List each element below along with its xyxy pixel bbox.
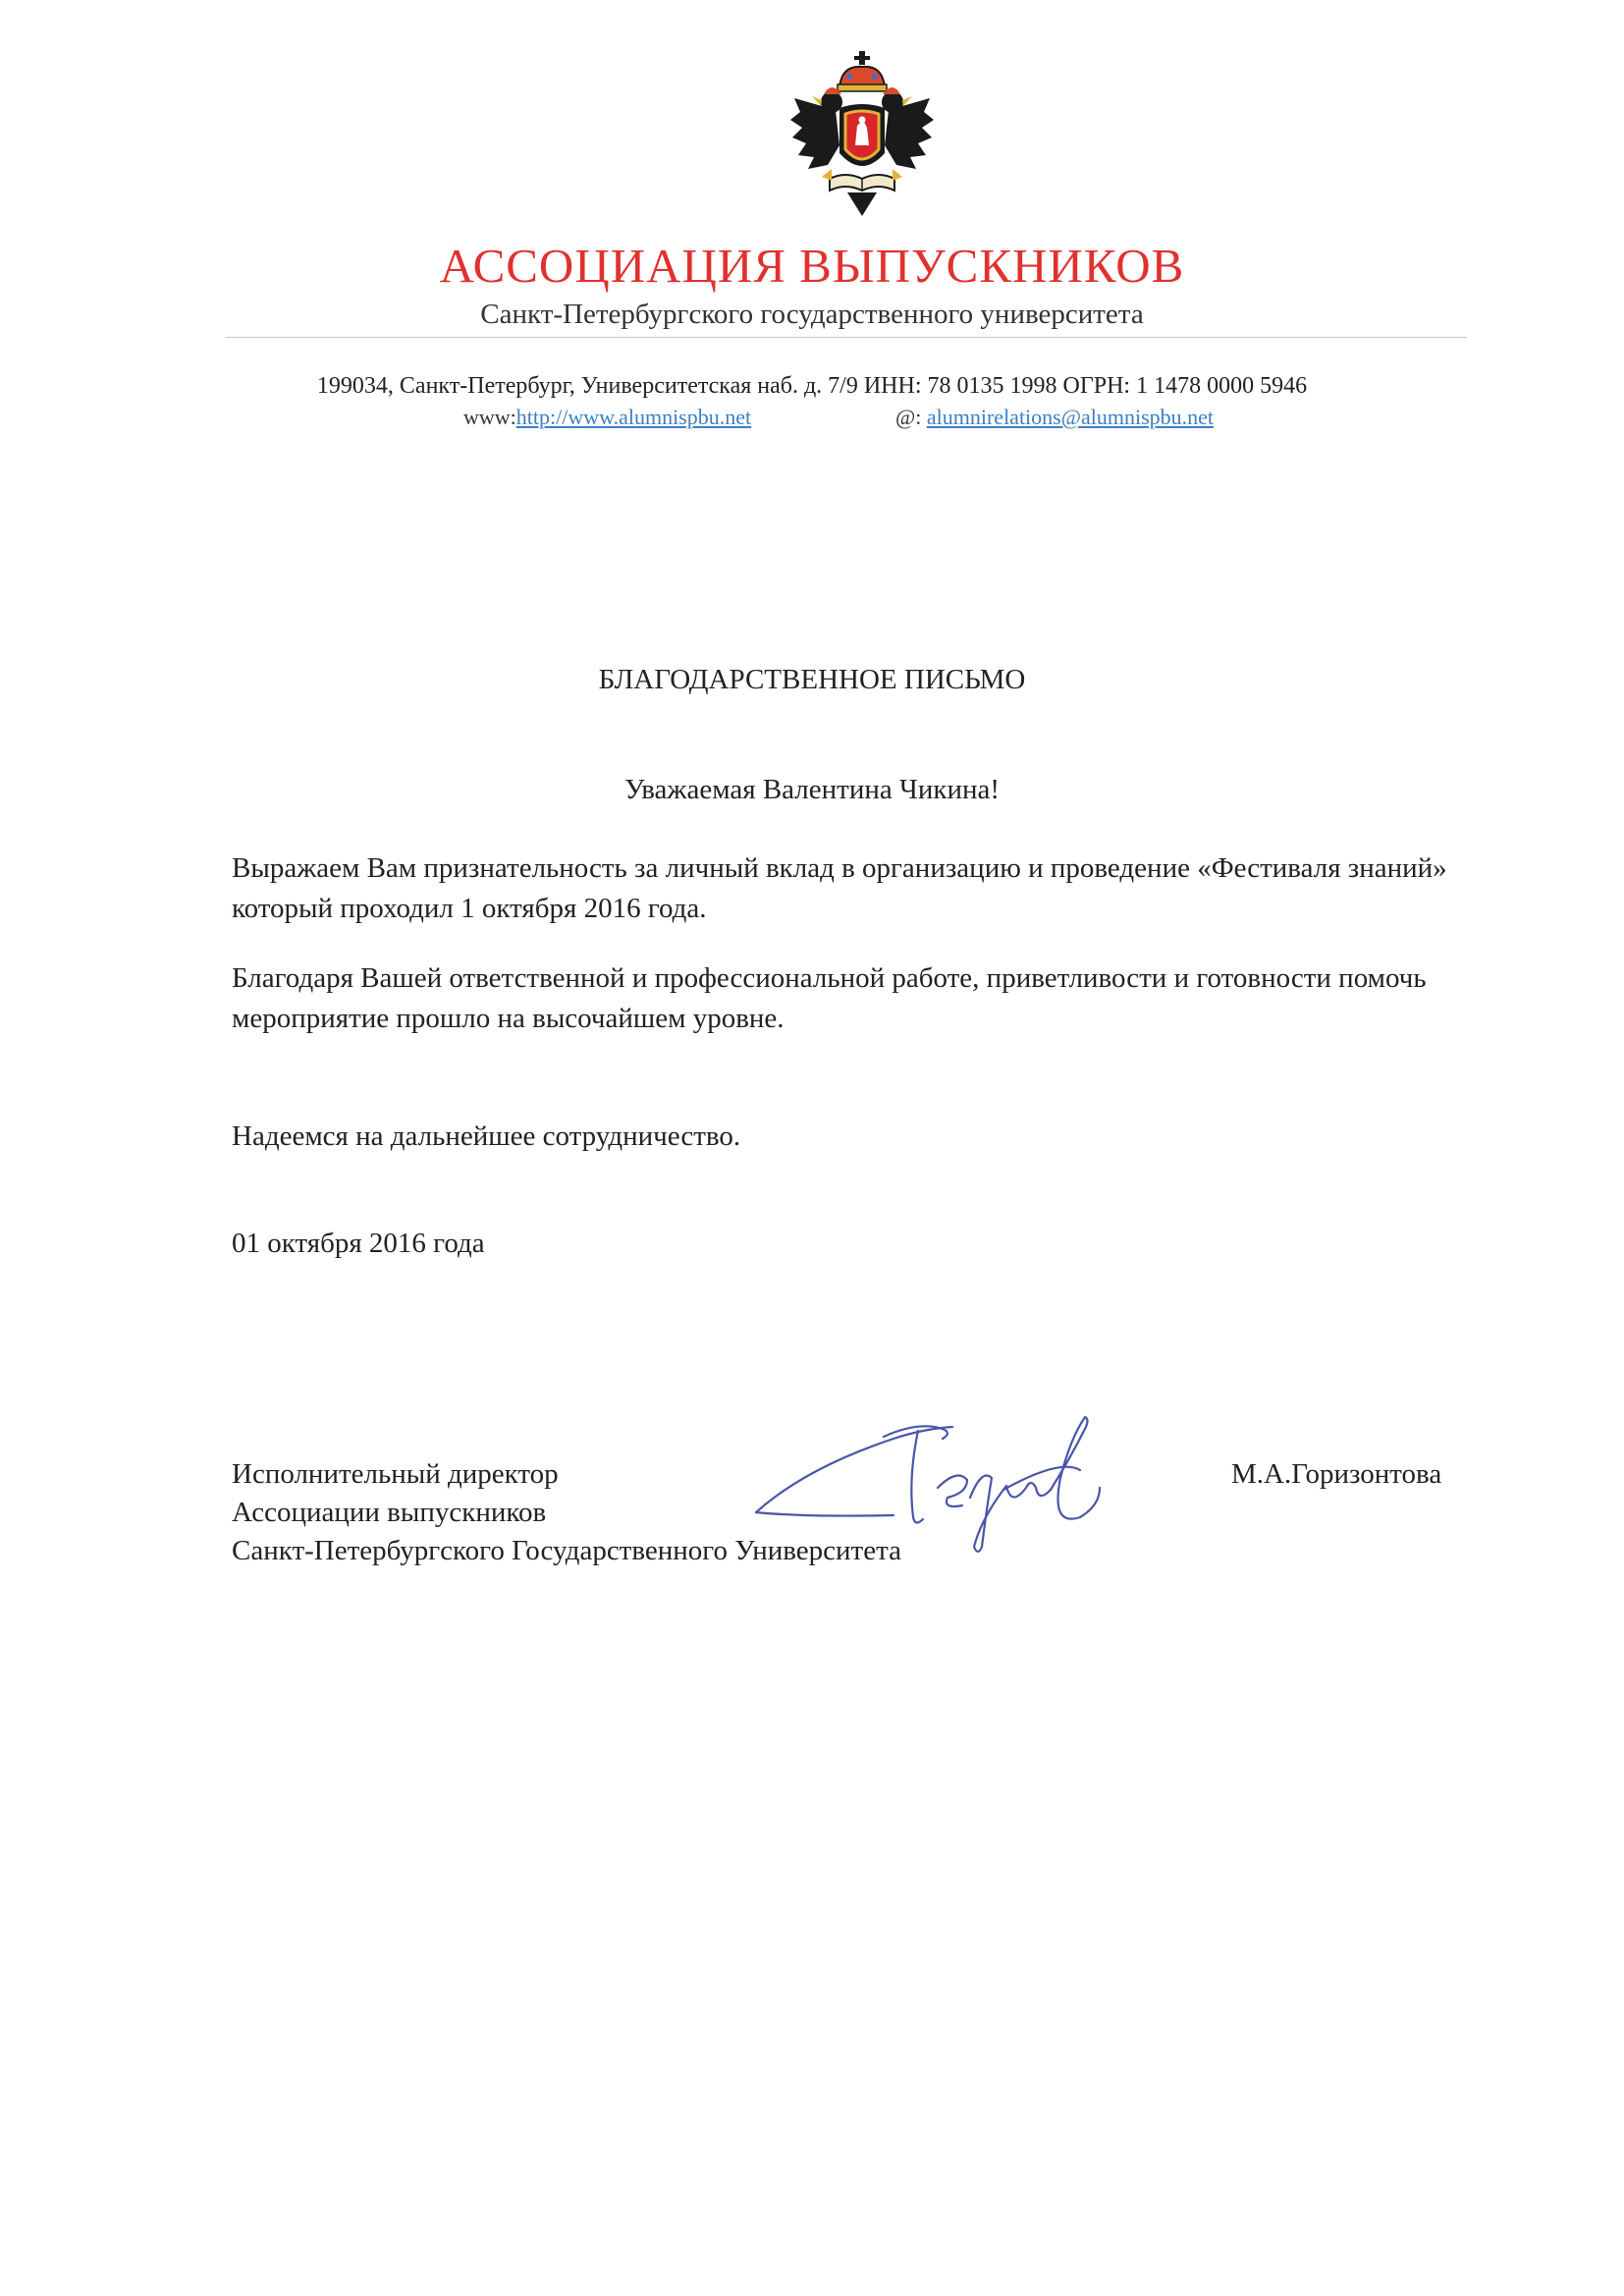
signatory-name: М.А.Горизонтова	[1231, 1458, 1442, 1490]
university-emblem-icon	[788, 51, 936, 218]
open-book-icon	[822, 169, 902, 216]
letter-paragraph-2: Благодаря Вашей ответственной и профессиональной работе, приветливости и готовности помочь мероприятие прошло на высочайшем уровне.	[232, 962, 1427, 1034]
crown-icon	[838, 51, 887, 91]
letter-paragraph-1: Выражаем Вам признательность за личный вклад в организацию и проведение «Фестиваля знаний» который проходил 1 октября 2016 года.	[232, 852, 1447, 924]
organization-subtitle: Санкт-Петербургского государственного университета	[480, 299, 1144, 330]
shield-icon	[839, 104, 885, 166]
letterhead-divider	[226, 337, 1467, 338]
letter-paragraph-3: Надеемся на дальнейшее сотрудничество.	[232, 1121, 741, 1152]
handwritten-signature	[746, 1399, 1227, 1557]
address-line: 199034, Санкт-Петербург, Университетская наб. д. 7/9 ИНН: 78 0135 1998 ОГРН: 1 1478 0000 5946	[316, 373, 1308, 399]
email-contact	[895, 405, 1214, 430]
website-prefix: www:	[463, 405, 516, 429]
letter-salutation: Уважаемая Валентина Чикина!	[623, 774, 1001, 805]
email-prefix: @:	[895, 405, 927, 429]
website-contact	[463, 405, 751, 430]
organization-name: АССОЦИАЦИЯ ВЫПУСКНИКОВ	[439, 239, 1185, 293]
letter-date: 01 октября 2016 года	[232, 1228, 485, 1259]
email-link[interactable]: alumnirelations@alumnispbu.net	[926, 405, 1215, 429]
signatory-title-line-3: Санкт-Петербургского Государственного Университета	[232, 1535, 901, 1566]
signatory-title-line-1: Исполнительный директор	[232, 1458, 559, 1490]
letter-heading: БЛАГОДАРСТВЕННОЕ ПИСЬМО	[598, 664, 1026, 695]
website-link[interactable]: http://www.alumnispbu.net	[515, 405, 752, 429]
signatory-title-line-2: Ассоциации выпускников	[232, 1497, 547, 1528]
